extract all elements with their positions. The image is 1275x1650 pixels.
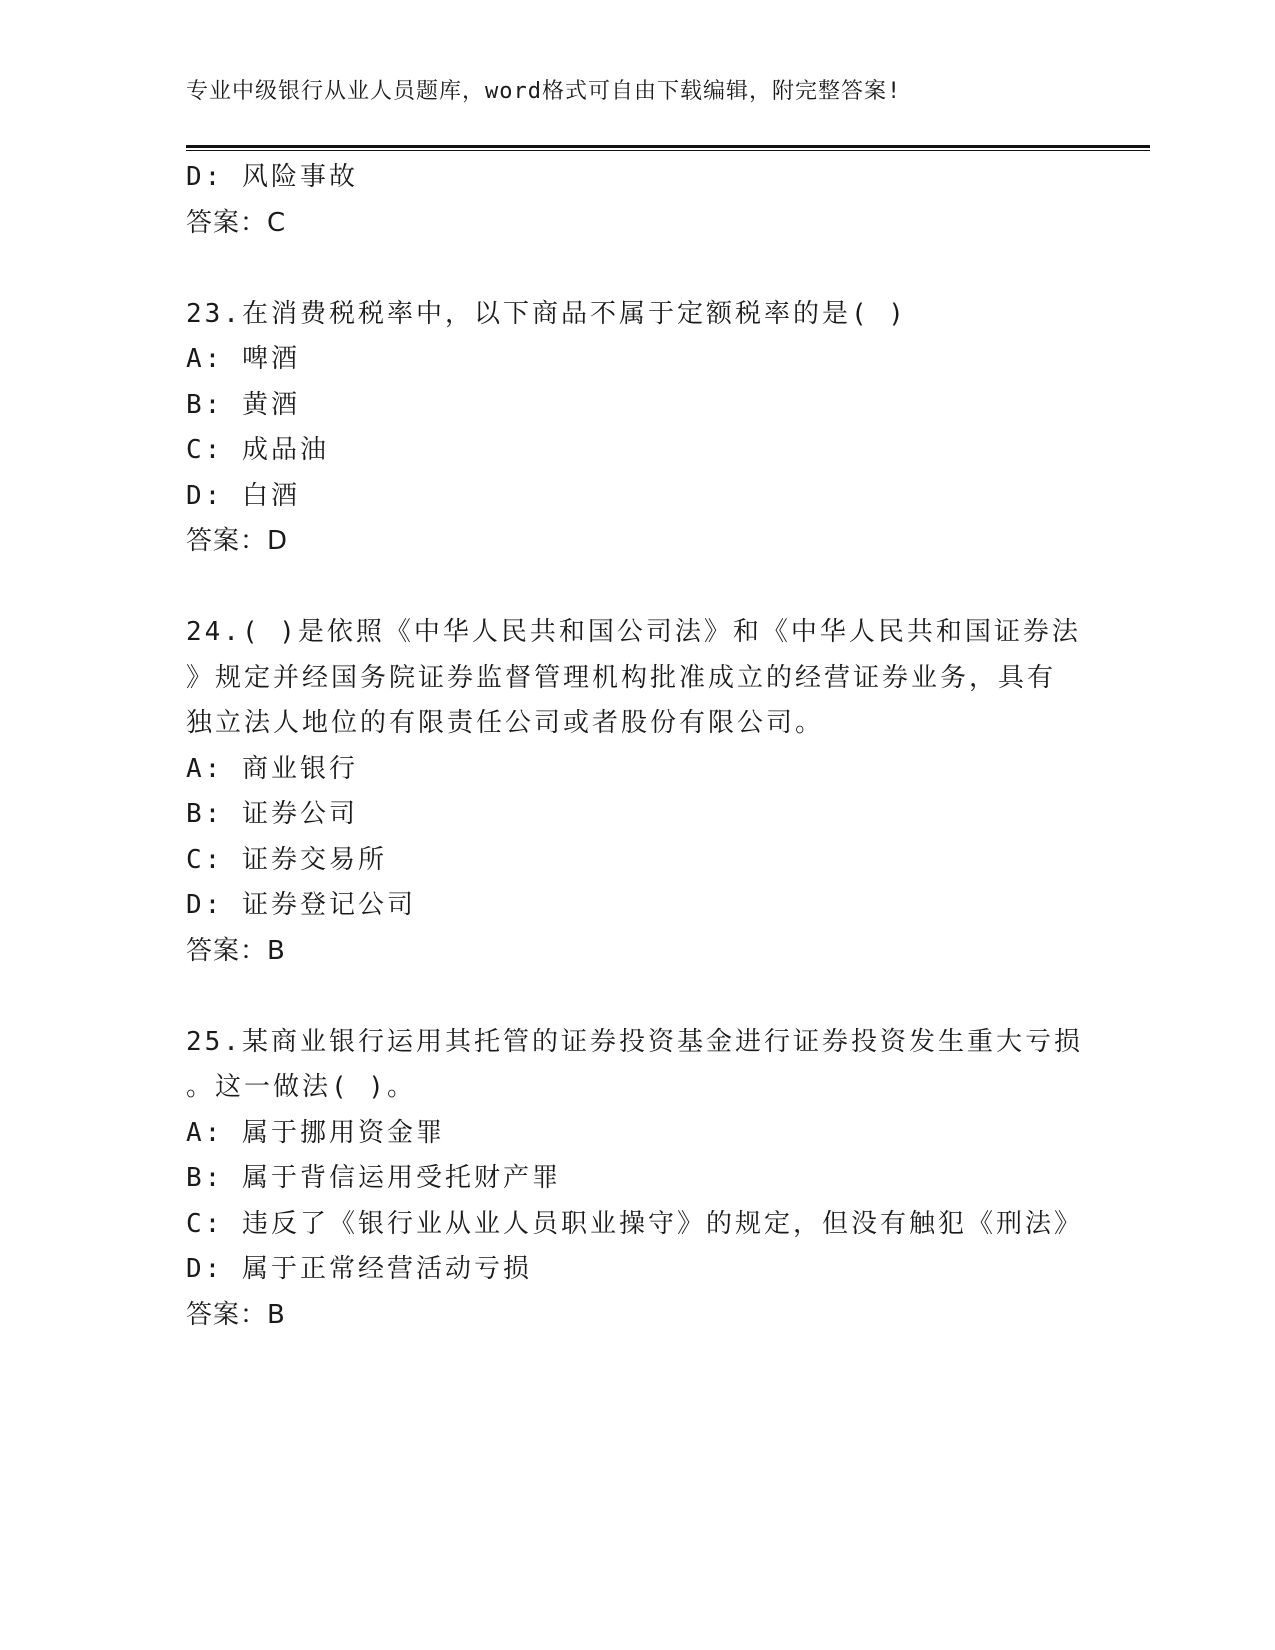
answer-line: 答案：B: [186, 935, 286, 966]
question-23: [186, 292, 1086, 565]
question-stem: 23.在消费税税率中，以下商品不属于定额税率的是( ): [186, 298, 907, 329]
option-b: B: 属于背信运用受托财产罪: [186, 1163, 561, 1193]
header-rule-thick: [186, 145, 1150, 148]
option-c: C: 成品油: [186, 435, 329, 465]
answer-line: 答案：B: [186, 1299, 286, 1330]
option-c: C: 违反了《银行业从业人员职业操守》的规定，但没有触犯《刑法》: [186, 1208, 1083, 1239]
document-body: [186, 155, 1086, 1338]
option-a: A: 啤酒: [186, 344, 300, 374]
question-stem: 。这一做法( )。: [186, 1072, 416, 1102]
option-d: D: 风险事故: [186, 162, 358, 192]
option-d: D: 属于正常经营活动亏损: [186, 1254, 532, 1284]
answer-line: 答案：D: [186, 526, 289, 556]
question-24: [186, 610, 1086, 974]
question-stem: 》规定并经国务院证券监督管理机构批准成立的经营证券业务，具有: [186, 662, 1057, 693]
option-c: C: 证券交易所: [186, 844, 387, 875]
spacer: [186, 565, 1086, 611]
option-a: A: 商业银行: [186, 753, 358, 784]
question-stem: 25.某商业银行运用其托管的证券投资基金进行证券投资发生重大亏损: [186, 1026, 1083, 1057]
question-stem: 24.( )是依照《中华人民共和国公司法》和《中华人民共和国证券法: [186, 617, 1081, 647]
spacer: [186, 974, 1086, 1020]
question-stem: 独立法人地位的有限责任公司或者股份有限公司。: [186, 708, 825, 738]
option-b: B: 黄酒: [186, 389, 300, 420]
option-a: A: 属于挪用资金罪: [186, 1117, 445, 1148]
spacer: [186, 246, 1086, 292]
question-25: [186, 1020, 1086, 1339]
option-d: D: 白酒: [186, 480, 300, 511]
header-rule-thin: [186, 150, 1150, 151]
answer-line: 答案：C: [186, 207, 287, 238]
page-header: 专业中级银行从业人员题库，word格式可自由下载编辑，附完整答案!: [186, 79, 902, 104]
option-d: D: 证券登记公司: [186, 890, 416, 920]
option-b: B: 证券公司: [186, 799, 358, 829]
